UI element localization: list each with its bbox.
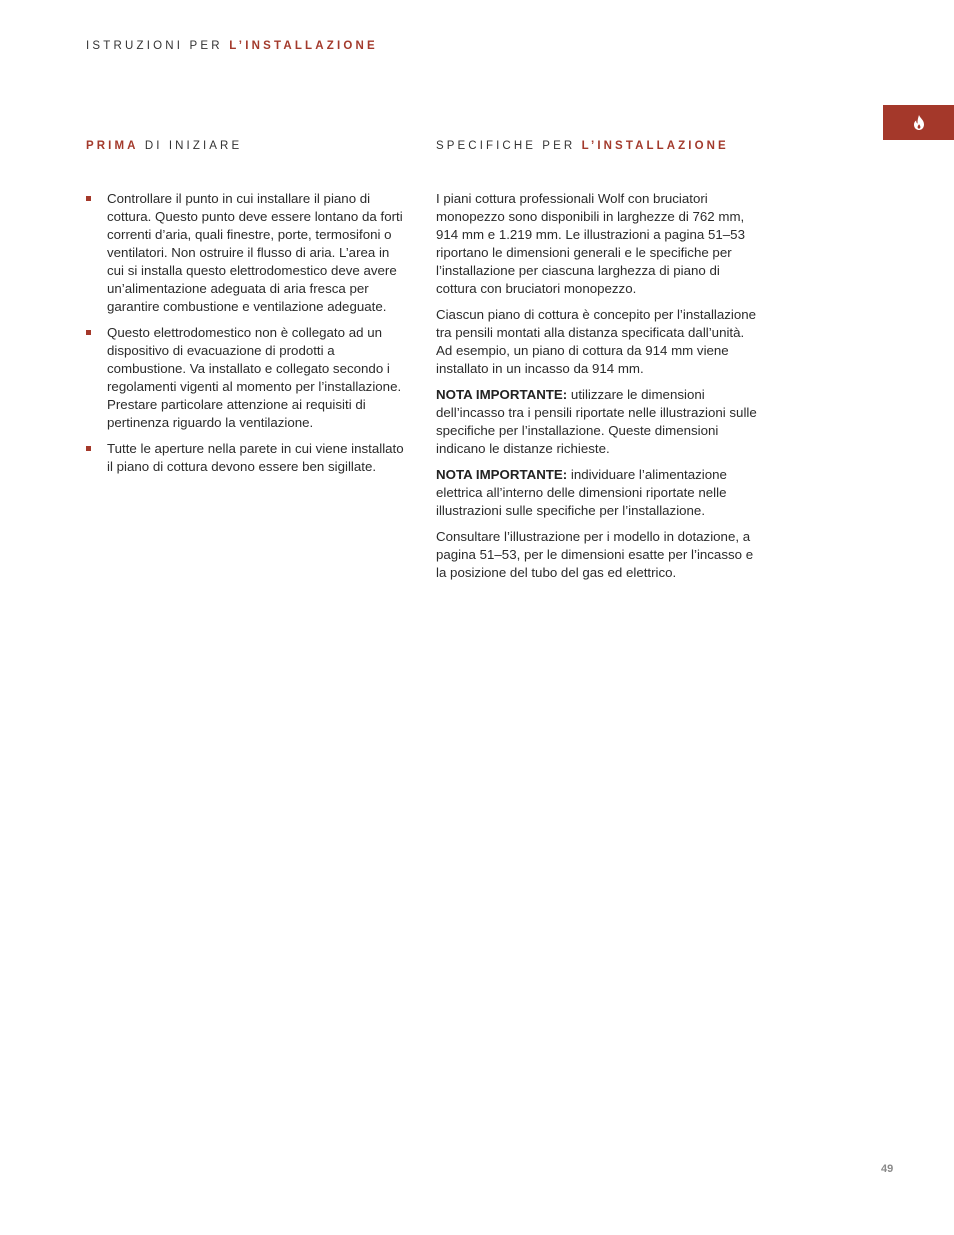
- list-item: [86, 324, 408, 432]
- running-header: [86, 40, 378, 52]
- note-label: NOTA IMPORTANTE:: [436, 387, 568, 402]
- paragraph-intro: I piani cottura professionali Wolf con bruciatori monopezzo sono disponibili in larghezze di 762 mm, 914 mm e 1.219 mm. Le illustrazioni a pagina 51–53 riportano le dimensioni generali e le specifiche per l’installazione per ciascuna larghezza di piano di cottura con bruciatori monopezzo.: [436, 191, 745, 296]
- list-item-text: Questo elettrodomestico non è collegato ad un dispositivo di evacuazione di prodotti a combustione. Va installato e collegato secondo i regolamenti vigenti al momento per l’installazione. Prestare particolare attenzione ai requisiti di pertinenza riguardo la ventilazione.: [107, 325, 402, 430]
- bullet-square-icon: [86, 196, 91, 201]
- list-item: [86, 190, 408, 316]
- bullet-list: [86, 190, 408, 476]
- section-heading-rest: DI INIZIARE: [138, 140, 243, 152]
- note-text: individuare l’alimentazione elettrica all’interno delle dimensioni riportate nelle illustrazioni sulle specifiche per l’installazione.: [436, 467, 727, 518]
- column-specifiche: [436, 139, 758, 590]
- column-prima-di-iniziare: [86, 139, 408, 484]
- list-item-text: Controllare il punto in cui installare il piano di cottura. Questo punto deve essere lontano da forti correnti d’aria, quali finestre, porte, termosifoni o ventilatori. Non ostruire il flusso di aria. L’area in cui si installa questo elettrodomestico deve avere un’alimentazione adeguata di aria fresca per garantire combustione e ventilazione adeguate.: [107, 191, 403, 314]
- page-number: 49: [881, 1163, 894, 1175]
- note-label: NOTA IMPORTANTE:: [436, 467, 568, 482]
- section-heading-accent: PRIMA: [86, 140, 139, 152]
- note-important-2: [436, 466, 758, 520]
- section-heading-prima-di-iniziare: [86, 139, 408, 154]
- section-heading-rest: SPECIFICHE PER: [436, 140, 582, 152]
- bullet-square-icon: [86, 446, 91, 451]
- flame-icon: [913, 115, 925, 130]
- paragraph-consult: Consultare l’illustrazione per i modello in dotazione, a pagina 51–53, per le dimensioni esatte per l’incasso e la posizione del tubo del gas ed elettrico.: [436, 529, 754, 580]
- bullet-square-icon: [86, 330, 91, 335]
- section-heading-specifiche: [436, 139, 758, 154]
- section-heading-accent: L’INSTALLAZIONE: [581, 140, 729, 152]
- paragraph-installation: Ciascun piano di cottura è concepito per l’installazione tra pensili montati alla distanza specificata dall’unità. Ad esempio, un piano di cottura da 914 mm viene installato in un incasso da 914 mm.: [436, 307, 757, 376]
- section-tab: [883, 105, 954, 140]
- list-item: [86, 440, 408, 476]
- running-header-accent: L’INSTALLAZIONE: [229, 40, 378, 52]
- note-important-1: [436, 386, 758, 458]
- note-text: utilizzare le dimensioni dell’incasso tra i pensili riportate nelle illustrazioni sulle specifiche per l’installazione. Queste dimensioni indicano le distanze richieste.: [436, 387, 757, 456]
- list-item-text: Tutte le aperture nella parete in cui viene installato il piano di cottura devono essere ben sigillate.: [107, 441, 404, 474]
- running-header-prefix: ISTRUZIONI PER: [86, 40, 230, 52]
